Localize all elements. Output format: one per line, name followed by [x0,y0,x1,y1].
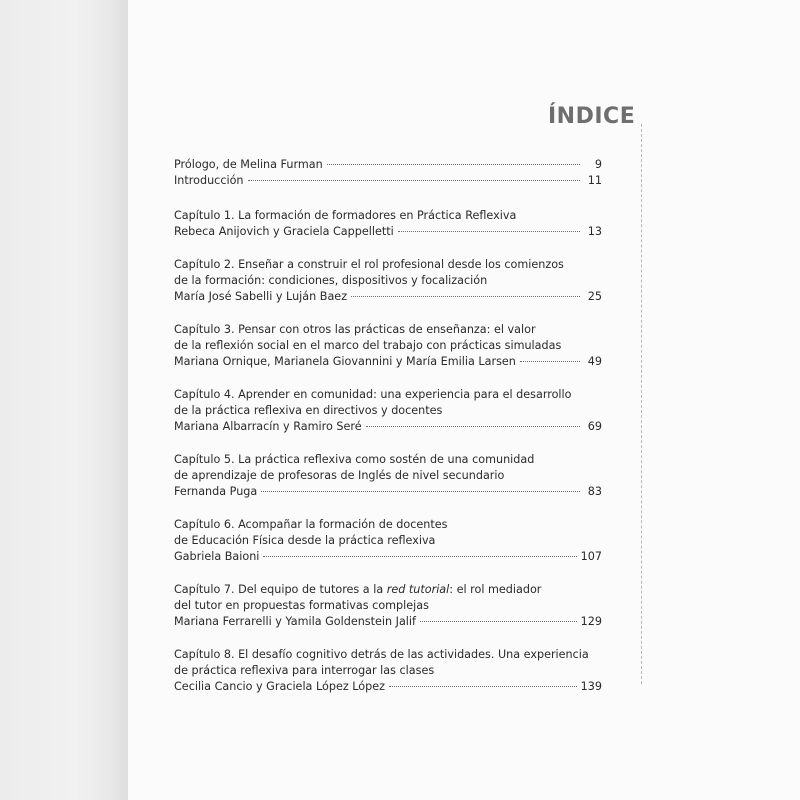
toc-entry-capitulo-7 [174,582,602,630]
toc-entry-title: Capítulo 5. La práctica reflexiva como sostén de una comunidad [174,453,535,466]
leader-dots [327,164,580,165]
toc-page-number: 69 [587,420,602,433]
toc-entry-authors: Fernanda Puga [174,485,258,498]
toc-entry-authors: Mariana Ferrarelli y Yamila Goldenstein Jalif [174,615,416,628]
toc-entry-authors: Mariana Ornique, Marianela Giovannini y María Emilia Larsen [174,355,516,368]
toc-entry-authors: Gabriela Baioni [174,550,260,563]
toc-entry-title: de Educación Física desde la práctica reflexiva [174,534,436,547]
toc-page-number: 13 [587,225,602,238]
toc-entry-line [174,173,602,189]
toc-entry-title: del tutor en propuestas formativas complejas [174,599,429,612]
leader-dots [389,686,577,687]
toc-entry-line [174,614,602,630]
toc-page-number: 139 [580,680,602,693]
toc-entry-line [174,224,602,240]
decorative-dashed-line [641,124,642,684]
toc-title-part: Capítulo 7. Del equipo de tutores a la [174,583,387,596]
toc-entry-authors: Cecilia Cancio y Graciela López López [174,680,385,693]
toc-entry-capitulo-6 [174,517,602,565]
toc-page-number: 9 [594,158,602,171]
table-of-contents [174,157,602,695]
toc-entry-authors: Mariana Albarracín y Ramiro Seré [174,420,362,433]
toc-entry-line [174,484,602,500]
toc-entry-line [174,419,602,435]
toc-title-part: : el rol mediador [449,583,542,596]
toc-entry-title: Capítulo 2. Enseñar a construir el rol profesional desde los comienzos [174,258,564,271]
toc-entry-line [174,289,602,305]
leader-dots [263,556,576,557]
toc-entry-title [174,582,602,598]
toc-entry-capitulo-2 [174,257,602,305]
toc-entry-title: Capítulo 8. El desafío cognitivo detrás de las actividades. Una experiencia [174,648,589,661]
toc-page-number: 83 [587,485,602,498]
leader-dots [398,231,580,232]
toc-page-number: 107 [580,550,602,563]
toc-entry-authors: Rebeca Anijovich y Graciela Cappelletti [174,225,394,238]
toc-entry-title: Capítulo 3. Pensar con otros las prácticas de enseñanza: el valor [174,323,536,336]
toc-page-number: 11 [587,174,602,187]
toc-page-number: 49 [587,355,602,368]
toc-entry-capitulo-1 [174,208,602,240]
toc-entry-line [174,354,602,370]
toc-entry-capitulo-3 [174,322,602,370]
toc-entry-title: de aprendizaje de profesoras de Inglés de nivel secundario [174,469,505,482]
toc-page-number: 129 [580,615,602,628]
toc-entry-prologo [174,157,602,173]
toc-entry-title: de la reflexión social en el marco del trabajo con prácticas simuladas [174,339,562,352]
toc-page-number: 25 [587,290,602,303]
leader-dots [261,491,580,492]
toc-entry-title: Capítulo 4. Aprender en comunidad: una experiencia para el desarrollo [174,388,572,401]
toc-entry-text: Introducción [174,174,244,187]
toc-entry-capitulo-4 [174,387,602,435]
book-spine-shadow [0,0,128,800]
toc-entry-capitulo-8 [174,647,602,695]
toc-entry-text: Prólogo, de Melina Furman [174,158,323,171]
leader-dots [351,296,580,297]
toc-entry-introduccion [174,173,602,189]
toc-entry-title: de práctica reflexiva para interrogar las clases [174,664,435,677]
toc-title-italic: red tutorial [386,583,450,596]
toc-entry-title: de la formación: condiciones, dispositivos y focalización [174,274,488,287]
leader-dots [520,361,580,362]
leader-dots [248,180,580,181]
toc-entry-capitulo-5 [174,452,602,500]
leader-dots [366,426,580,427]
leader-dots [420,621,577,622]
toc-entry-authors: María José Sabelli y Luján Baez [174,290,348,303]
toc-entry-title: de la práctica reflexiva en directivos y docentes [174,404,443,417]
toc-entry-line [174,157,602,173]
page-title: ÍNDICE [548,104,636,129]
toc-entry-line [174,549,602,565]
toc-entry-title: Capítulo 6. Acompañar la formación de docentes [174,518,448,531]
toc-entry-line [174,679,602,695]
toc-entry-title: Capítulo 1. La formación de formadores en Práctica Reflexiva [174,209,517,222]
